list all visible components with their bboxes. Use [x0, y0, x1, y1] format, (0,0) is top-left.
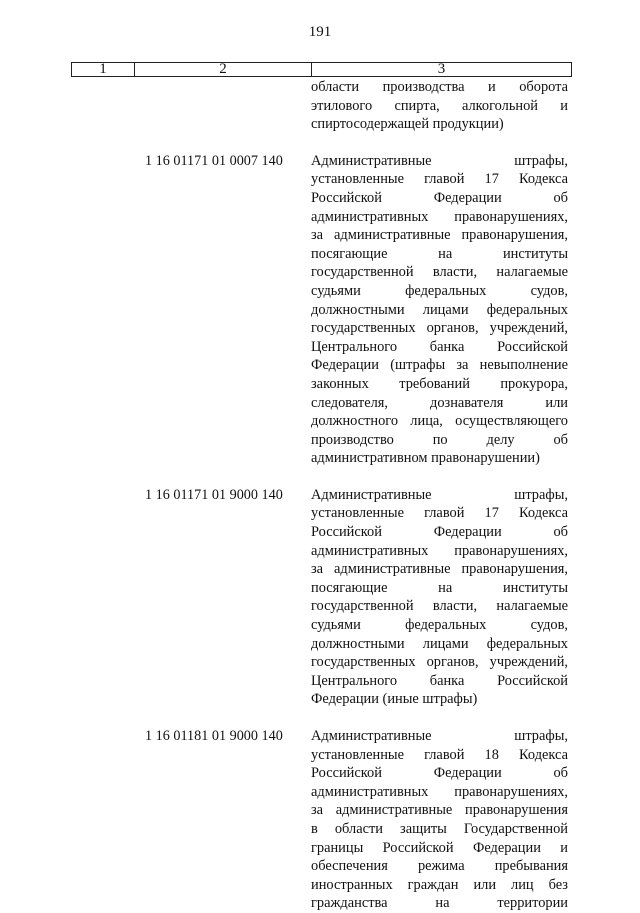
description-line: государственной власти, налагаемые	[311, 264, 568, 281]
description-line: государственных органов, учреждений,	[311, 320, 568, 337]
description-line: судьями федеральных судов,	[311, 617, 568, 634]
description-line: государственной власти, налагаемые	[311, 598, 568, 615]
classification-entry	[145, 486, 571, 709]
description-line: Федерации (штрафы за невыполнение	[311, 357, 568, 374]
description-line: Федерации (иные штрафы)	[311, 691, 478, 708]
description-line: этилового спирта, алкогольной и	[311, 97, 568, 114]
description-line: посягающие на институты	[311, 579, 568, 596]
description-line: границы Российской Федерации и	[311, 839, 568, 856]
entry-code: 1 16 01181 01 9000 140	[145, 728, 283, 744]
entry-description	[311, 152, 568, 468]
description-line: спиртосодержащей продукции)	[311, 116, 504, 133]
column-header-3: 3	[312, 63, 572, 77]
description-line: Административные штрафы,	[311, 152, 568, 169]
description-line: административных правонарушениях,	[311, 783, 568, 800]
column-header-table	[71, 62, 572, 77]
description-line: установленные главой 17 Кодекса	[311, 171, 568, 188]
column-header-2: 2	[135, 63, 312, 77]
description-line: установленные главой 17 Кодекса	[311, 505, 568, 522]
description-line: должностными лицами федеральных	[311, 301, 568, 318]
page-number: 191	[308, 24, 332, 40]
description-line: административном правонарушении)	[311, 450, 540, 467]
classification-entry	[145, 152, 571, 468]
entry-description	[311, 78, 568, 134]
description-line: области производства и оборота	[311, 79, 568, 95]
continuation-entry	[145, 78, 571, 134]
document-body	[145, 78, 571, 913]
description-line: Российской Федерации об	[311, 189, 568, 206]
description-line: Центрального банка Российской	[311, 338, 568, 355]
description-line: Российской Федерации об	[311, 524, 568, 541]
description-line: должностного лица, осуществляющего	[311, 413, 568, 430]
description-line: административных правонарушениях,	[311, 208, 568, 225]
description-line: законных требований прокурора,	[311, 375, 568, 392]
entry-code: 1 16 01171 01 9000 140	[145, 486, 283, 503]
description-line: должностными лицами федеральных	[311, 635, 568, 652]
description-line: Административные штрафы,	[311, 486, 568, 503]
description-line: за административные правонарушения,	[311, 561, 568, 578]
description-line: административных правонарушениях,	[311, 542, 568, 559]
description-line: Центрального банка Российской	[311, 672, 568, 689]
description-line: производство по делу об	[311, 431, 568, 448]
description-line: иностранных граждан или лиц без	[311, 876, 568, 893]
description-line: гражданства на территории	[311, 895, 568, 912]
column-header-row	[72, 63, 572, 77]
entry-description	[311, 727, 568, 913]
entry-description	[311, 486, 568, 709]
classification-entry	[145, 727, 571, 913]
description-line: Российской Федерации об	[311, 765, 568, 782]
description-line: за административные правонарушения	[311, 802, 568, 819]
description-line: Административные штрафы,	[311, 728, 568, 744]
description-line: в области защиты Государственной	[311, 820, 568, 837]
description-line: государственных органов, учреждений,	[311, 654, 568, 671]
description-line: обеспечения режима пребывания	[311, 858, 568, 875]
description-line: за административные правонарушения,	[311, 227, 568, 244]
description-line: следователя, дознавателя или	[311, 394, 568, 411]
description-line: посягающие на институты	[311, 245, 568, 262]
description-line: судьями федеральных судов,	[311, 282, 568, 299]
description-line: установленные главой 18 Кодекса	[311, 746, 568, 763]
column-header-1: 1	[72, 63, 135, 77]
entry-code: 1 16 01171 01 0007 140	[145, 152, 283, 169]
